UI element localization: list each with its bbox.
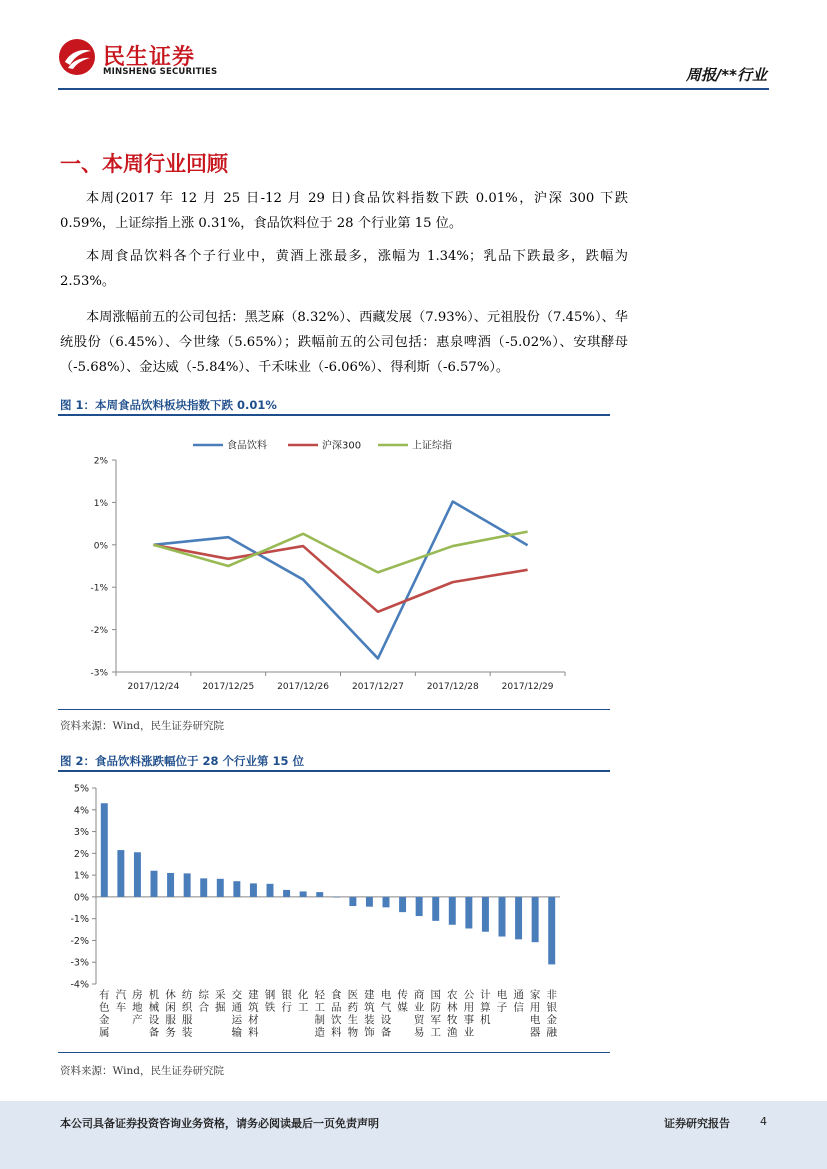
chart2-bar [432,897,439,921]
chart1-x-tick-label: 2017/12/26 [277,682,330,692]
chart2-category-label: 食品饮料 [331,989,342,1039]
chart2-bar [316,892,323,897]
chart2-y-tick-label: 0% [73,892,89,904]
chart1-legend-label: 沪深300 [322,440,362,452]
chart2-category-label: 有色金属 [99,989,110,1039]
chart2-bar [349,897,356,906]
chart2-bar [449,897,456,925]
chart2-bar [482,897,489,932]
chart2-bar [499,897,506,937]
chart2-y-tick-label: -1% [70,914,89,926]
chart1-legend-label: 上证综指 [412,440,452,452]
figure1-title: 图 1：本周食品饮料板块指数下跌 0.01% [60,398,277,412]
chart2-bar [283,890,290,897]
chart2-y-tick-label: 4% [73,805,89,817]
paragraph-index-summary: 本周(2017 年 12 月 25 日-12 月 29 日)食品饮料指数下跌 0.01%，沪深 300 下跌 0.59%，上证综指上涨 0.31%，食品饮料位于 28 个行业第 15 位。 [60,191,628,231]
chart2-category-label: 综合 [198,989,209,1014]
paragraph-company-summary: 本周涨幅前五的公司包括：黑芝麻（8.32%）、西藏发展（7.93%）、元祖股份（7.45%）、华统股份（6.45%）、今世缘（5.65%）；跌幅前五的公司包括：惠泉啤酒（-5.02%）、安琪酵母（-5.68%）、金达威（-5.84%）、千禾味业（-6.06%）、得利斯（-6.57%）。 [60,310,628,375]
chart1-x-tick-label: 2017/12/24 [127,682,180,692]
chart2-bar [134,852,141,897]
chart1-x-tick-label: 2017/12/29 [501,682,554,692]
page-footer [0,1101,827,1169]
paragraph-subsector-summary: 本周食品饮料各个子行业中，黄酒上涨最多，涨幅为 1.34%；乳品下跌最多，跌幅为 2.53%。 [60,249,628,289]
figure2-top-rule [58,770,610,772]
section-title: 一、本周行业回顾 [60,152,228,176]
chart2-category-label: 钢铁 [264,989,276,1014]
chart2-bar [233,881,240,897]
chart2-bar [250,883,257,897]
chart2-category-label: 非银金融 [546,989,557,1039]
chart2-category-label: 交通运输 [231,989,243,1039]
chart1-x-tick-label: 2017/12/27 [351,682,404,692]
chart2-category-label: 电气设备 [380,989,392,1039]
chart1-y-tick-label: 1% [93,498,108,509]
report-type: 周报/**行业 [685,66,767,84]
figure2-bottom-rule [58,1052,610,1053]
chart1-y-tick-label: 2% [93,456,108,467]
figure1-bottom-rule [58,709,610,710]
chart2-category-label: 公用事业 [463,989,475,1039]
chart2-y-tick-label: 2% [73,848,89,860]
chart2-category-label: 汽车 [115,989,127,1014]
chart2-category-label: 家用电器 [529,989,541,1039]
chart2-category-label: 通信 [513,989,524,1014]
chart2-category-label: 建筑装饰 [364,989,375,1039]
chart1-series-line [153,545,527,612]
chart1-series-line [153,532,527,573]
chart2-bar [416,897,423,916]
chart2-bar [200,878,207,897]
logo-chinese-name: 民生证券 [103,45,196,70]
chart2-bar [383,897,390,907]
chart2-bar [151,871,158,897]
page-header [0,0,827,92]
chart2-category-label: 轻工制造 [314,989,325,1039]
chart2-bar [101,803,108,897]
chart1-x-tick-label: 2017/12/25 [202,682,255,692]
chart2-category-label: 房地产 [132,989,143,1026]
chart2-category-label: 采掘 [215,989,226,1014]
chart2-category-label: 医药生物 [347,989,359,1039]
chart2-bar [399,897,406,912]
minsheng-logo-icon [58,38,96,76]
chart2-y-tick-label: -2% [70,935,89,947]
footer-disclaimer: 本公司具备证券投资咨询业务资格，请务必阅读最后一页免责声明 [60,1117,379,1130]
figure2-source: 资料来源：Wind，民生证券研究院 [60,1065,224,1077]
chart2-category-label: 银行 [281,989,292,1014]
chart2-y-tick-label: -4% [70,979,89,991]
chart2-bar [548,897,555,965]
chart2-y-tick-label: 5% [73,783,89,795]
chart2-bar [267,884,274,897]
chart2-category-label: 化工 [297,989,309,1014]
chart2-bar [465,897,472,929]
chart2-category-label: 国防军工 [430,989,441,1039]
header-divider [58,88,769,90]
chart2-category-label: 电子 [496,989,508,1014]
chart1-legend-label: 食品饮料 [227,440,267,452]
chart2-category-label: 机械设备 [148,989,160,1039]
chart2-bar [217,879,224,897]
chart2-category-label: 纺织服装 [181,989,193,1039]
page-number: 4 [760,1115,767,1128]
figure2-bar-chart [58,775,610,1050]
chart2-y-tick-label: -3% [70,957,89,969]
chart2-category-label: 建筑材料 [248,989,259,1039]
chart2-bar [366,897,373,907]
chart2-bar [184,873,191,897]
figure1-source: 资料来源：Wind，民生证券研究院 [60,720,224,732]
chart1-x-tick-label: 2017/12/28 [426,682,479,692]
chart2-bar [117,850,124,897]
logo-english-name: MINSHENG SECURITIES [103,67,218,77]
chart2-bar [532,897,539,942]
chart2-category-label: 农林牧渔 [447,989,458,1039]
chart1-y-tick-label: -1% [90,583,108,594]
chart2-category-label: 商业贸易 [413,989,425,1039]
chart1-y-tick-label: -2% [90,626,108,637]
figure1-line-chart [58,425,610,705]
chart2-category-label: 计算机 [480,989,491,1026]
chart2-bar [515,897,522,939]
chart2-category-label: 休闲服务 [165,989,176,1039]
figure2-title: 图 2：食品饮料涨跌幅位于 28 个行业第 15 位 [60,754,305,768]
chart2-y-tick-label: 1% [73,870,89,882]
chart2-bar [167,873,174,897]
chart2-y-tick-label: 3% [73,827,89,839]
chart2-category-label: 传媒 [397,989,408,1014]
chart2-bar [300,891,307,896]
chart1-y-tick-label: 0% [93,541,108,552]
figure1-top-rule [58,414,610,416]
chart2-bar [333,897,340,898]
footer-report-label: 证券研究报告 [664,1117,730,1130]
chart1-y-tick-label: -3% [90,668,108,679]
